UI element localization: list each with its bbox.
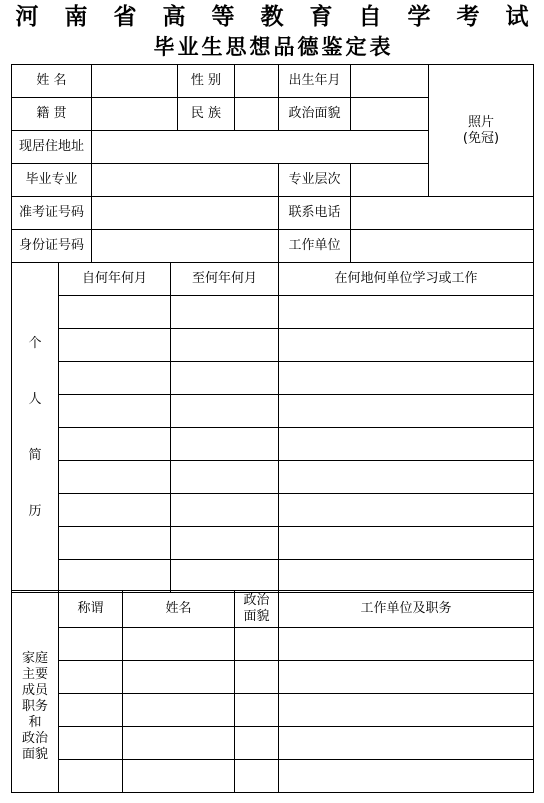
resume-cell[interactable]: [171, 560, 279, 593]
family-row: [12, 760, 534, 793]
id-number-field[interactable]: [92, 230, 279, 263]
resume-cell[interactable]: [171, 461, 279, 494]
resume-cell[interactable]: [171, 395, 279, 428]
resume-cell[interactable]: [59, 461, 171, 494]
family-side-text: 主要: [21, 666, 48, 682]
name-label: 姓 名: [12, 65, 92, 98]
resume-cell[interactable]: [279, 296, 534, 329]
gender-field[interactable]: [235, 65, 279, 98]
family-header-political-line1: 政治: [243, 593, 270, 608]
family-table: [11, 590, 534, 793]
personal-info-table: [11, 64, 534, 263]
resume-row: [12, 296, 534, 329]
political-status-field[interactable]: [351, 98, 429, 131]
form-title-line1: 河 南 省 高 等 教 育 自 学 考 试: [15, 4, 538, 30]
major-field[interactable]: [92, 164, 279, 197]
resume-cell[interactable]: [171, 329, 279, 362]
family-row: [12, 694, 534, 727]
resume-row: [12, 329, 534, 362]
resume-row: [12, 560, 534, 593]
family-cell[interactable]: [59, 661, 123, 694]
address-label: 现居住地址: [12, 131, 92, 164]
resume-cell[interactable]: [59, 428, 171, 461]
family-cell[interactable]: [59, 727, 123, 760]
birth-field[interactable]: [351, 65, 429, 98]
id-number-label: 身份证号码: [12, 230, 92, 263]
workplace-field[interactable]: [351, 230, 534, 263]
resume-header-from: 自何年何月: [59, 263, 171, 296]
resume-cell[interactable]: [171, 362, 279, 395]
resume-cell[interactable]: [59, 395, 171, 428]
resume-row: [12, 362, 534, 395]
family-cell[interactable]: [279, 727, 534, 760]
family-cell[interactable]: [123, 661, 235, 694]
political-status-label: 政治面貌: [279, 98, 351, 131]
resume-side-label: [12, 263, 59, 593]
family-cell[interactable]: [123, 760, 235, 793]
family-cell[interactable]: [279, 694, 534, 727]
exam-id-label: 准考证号码: [12, 197, 92, 230]
resume-cell[interactable]: [59, 329, 171, 362]
address-field[interactable]: [92, 131, 429, 164]
family-cell[interactable]: [59, 760, 123, 793]
family-header-political-line2: 面貌: [243, 609, 270, 624]
birth-label: 出生年月: [279, 65, 351, 98]
family-row: [12, 661, 534, 694]
family-row: [12, 727, 534, 760]
resume-side-char: 简: [28, 447, 42, 463]
resume-cell[interactable]: [59, 560, 171, 593]
family-side-text: 职务: [21, 698, 48, 714]
resume-row: [12, 395, 534, 428]
family-cell[interactable]: [59, 694, 123, 727]
resume-cell[interactable]: [59, 362, 171, 395]
family-row: [12, 628, 534, 661]
family-cell[interactable]: [235, 628, 279, 661]
resume-cell[interactable]: [171, 494, 279, 527]
family-cell[interactable]: [123, 694, 235, 727]
family-side-text: 和: [28, 714, 42, 730]
family-side-label: [12, 591, 59, 793]
family-header-name: 姓名: [123, 591, 235, 628]
major-label: 毕业专业: [12, 164, 92, 197]
resume-cell[interactable]: [279, 494, 534, 527]
level-label: 专业层次: [279, 164, 351, 197]
gender-label: 性 别: [178, 65, 235, 98]
photo-label: 照片: [467, 114, 494, 130]
form-title-line2: 毕业生思想品德鉴定表: [153, 35, 394, 59]
workplace-label: 工作单位: [279, 230, 351, 263]
level-field[interactable]: [351, 164, 429, 197]
family-side-text: 面貌: [21, 746, 48, 762]
resume-cell[interactable]: [171, 296, 279, 329]
resume-cell[interactable]: [279, 329, 534, 362]
family-cell[interactable]: [235, 727, 279, 760]
resume-row: [12, 461, 534, 494]
family-cell[interactable]: [235, 760, 279, 793]
ethnicity-label: 民 族: [178, 98, 235, 131]
resume-cell[interactable]: [279, 527, 534, 560]
ethnicity-field[interactable]: [235, 98, 279, 131]
family-cell[interactable]: [123, 628, 235, 661]
resume-header-to: 至何年何月: [171, 263, 279, 296]
resume-cell[interactable]: [59, 494, 171, 527]
resume-row: [12, 527, 534, 560]
resume-table: [11, 262, 534, 593]
photo-box[interactable]: [429, 65, 534, 197]
photo-note: (免冠): [462, 130, 500, 146]
resume-side-char: 人: [28, 391, 42, 407]
family-cell[interactable]: [279, 628, 534, 661]
resume-header-where: 在何地何单位学习或工作: [279, 263, 534, 296]
family-header-political: [235, 591, 279, 628]
native-place-field[interactable]: [92, 98, 178, 131]
family-header-job: 工作单位及职务: [279, 591, 534, 628]
family-cell[interactable]: [279, 760, 534, 793]
phone-field[interactable]: [351, 197, 534, 230]
resume-row: [12, 494, 534, 527]
resume-cell[interactable]: [279, 395, 534, 428]
resume-cell[interactable]: [59, 527, 171, 560]
family-cell[interactable]: [59, 628, 123, 661]
resume-cell[interactable]: [171, 428, 279, 461]
phone-label: 联系电话: [279, 197, 351, 230]
resume-cell[interactable]: [171, 527, 279, 560]
resume-side-char: 个: [28, 335, 42, 351]
exam-id-field[interactable]: [92, 197, 279, 230]
resume-cell[interactable]: [279, 560, 534, 593]
family-side-text: 成员: [21, 682, 48, 698]
family-side-text: 家庭: [21, 650, 48, 666]
family-header-relation: 称谓: [59, 591, 123, 628]
family-cell[interactable]: [123, 727, 235, 760]
family-cell[interactable]: [235, 661, 279, 694]
resume-cell[interactable]: [59, 296, 171, 329]
resume-cell[interactable]: [279, 428, 534, 461]
native-place-label: 籍 贯: [12, 98, 92, 131]
family-cell[interactable]: [235, 694, 279, 727]
family-side-text: 政治: [21, 730, 48, 746]
resume-cell[interactable]: [279, 362, 534, 395]
resume-cell[interactable]: [279, 461, 534, 494]
resume-row: [12, 428, 534, 461]
resume-side-char: 历: [28, 503, 42, 519]
name-field[interactable]: [92, 65, 178, 98]
family-cell[interactable]: [279, 661, 534, 694]
